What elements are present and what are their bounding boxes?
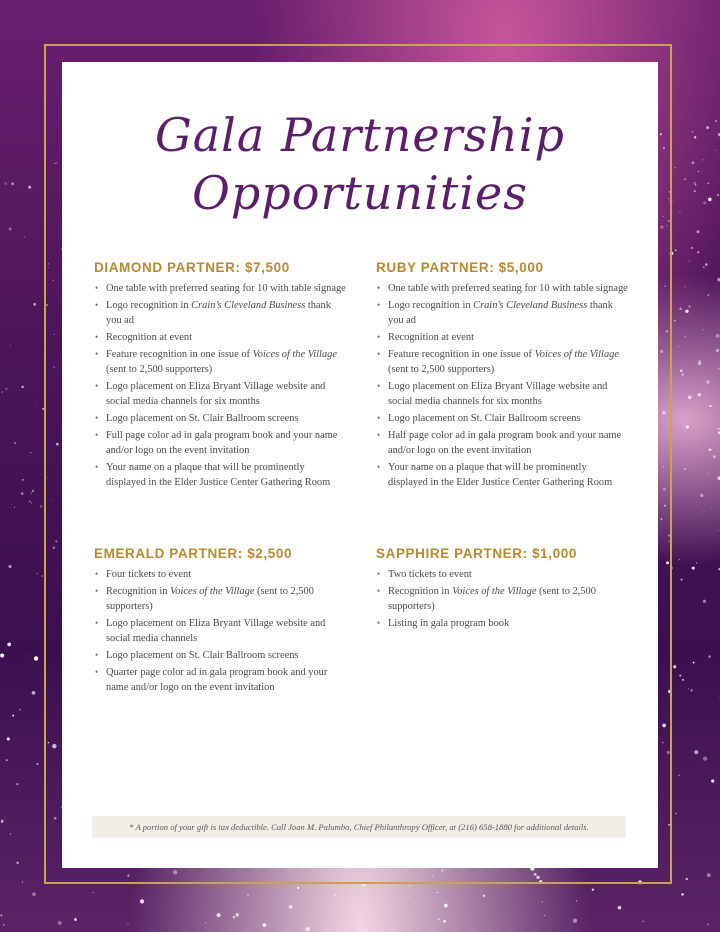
benefit-item: • Quarter page color ad in gala program book and your name and/or logo on the event invitation — [94, 665, 346, 695]
benefit-item: • One table with preferred seating for 10 with table signage — [376, 281, 628, 296]
tier-heading: SAPPHIRE PARTNER: $1,000 — [376, 546, 577, 561]
benefit-list — [94, 567, 346, 695]
benefit-item: • Logo recognition in Crain’s Cleveland Business thank you ad — [376, 298, 628, 328]
tier-heading: EMERALD PARTNER: $2,500 — [94, 546, 293, 561]
benefit-item: • Feature recognition in one issue of Voices of the Village (sent to 2,500 supporters) — [94, 347, 346, 377]
benefit-item: • Logo placement on St. Clair Ballroom screens — [94, 648, 346, 663]
benefit-item: • Feature recognition in one issue of Voices of the Village (sent to 2,500 supporters) — [376, 347, 628, 377]
benefit-item: • Logo placement on St. Clair Ballroom screens — [376, 411, 628, 426]
benefit-item: • Recognition at event — [94, 330, 346, 345]
benefit-item: • Two tickets to event — [376, 567, 628, 582]
benefit-item: • Four tickets to event — [94, 567, 346, 582]
benefit-item: • Logo placement on Eliza Bryant Village website and social media channels for six months — [94, 379, 346, 409]
tier-heading: DIAMOND PARTNER: $7,500 — [94, 260, 290, 275]
benefit-list — [376, 567, 628, 631]
benefit-item: • Recognition in Voices of the Village (sent to 2,500 supporters) — [376, 584, 628, 614]
benefit-item: • One table with preferred seating for 10 with table signage — [94, 281, 346, 296]
benefit-list — [94, 281, 346, 490]
benefit-item: • Logo placement on Eliza Bryant Village website and social media channels for six months — [376, 379, 628, 409]
benefit-item: • Logo placement on St. Clair Ballroom screens — [94, 411, 346, 426]
benefit-item: • Recognition in Voices of the Village (sent to 2,500 supporters) — [94, 584, 346, 614]
benefit-item: • Logo placement on Eliza Bryant Village website and social media channels — [94, 616, 346, 646]
tier-emerald — [94, 546, 346, 697]
page-title-line-1: Gala Partnership — [155, 108, 565, 162]
benefit-item: • Your name on a plaque that will be prominently displayed in the Elder Justice Center Gathering Room — [376, 460, 628, 490]
tier-diamond — [94, 260, 346, 492]
flyer-card — [62, 62, 658, 868]
tier-ruby — [376, 260, 628, 492]
benefit-item: • Recognition at event — [376, 330, 628, 345]
footer-note: * A portion of your gift is tax deductible. Call Joan M. Palumbo, Chief Philanthropy Officer, at (216) 658-1880 for additional details. — [92, 816, 626, 838]
benefit-list — [376, 281, 628, 490]
benefit-item: • Logo recognition in Crain’s Cleveland Business thank you ad — [94, 298, 346, 328]
tier-sapphire — [376, 546, 628, 633]
benefit-item: • Half page color ad in gala program book and your name and/or logo on the event invitation — [376, 428, 628, 458]
benefit-item: • Listing in gala program book — [376, 616, 628, 631]
benefit-item: • Your name on a plaque that will be prominently displayed in the Elder Justice Center Gathering Room — [94, 460, 346, 490]
tier-heading: RUBY PARTNER: $5,000 — [376, 260, 544, 275]
benefit-item: • Full page color ad in gala program book and your name and/or logo on the event invitation — [94, 428, 346, 458]
page-title-line-2: Opportunities — [192, 166, 528, 220]
